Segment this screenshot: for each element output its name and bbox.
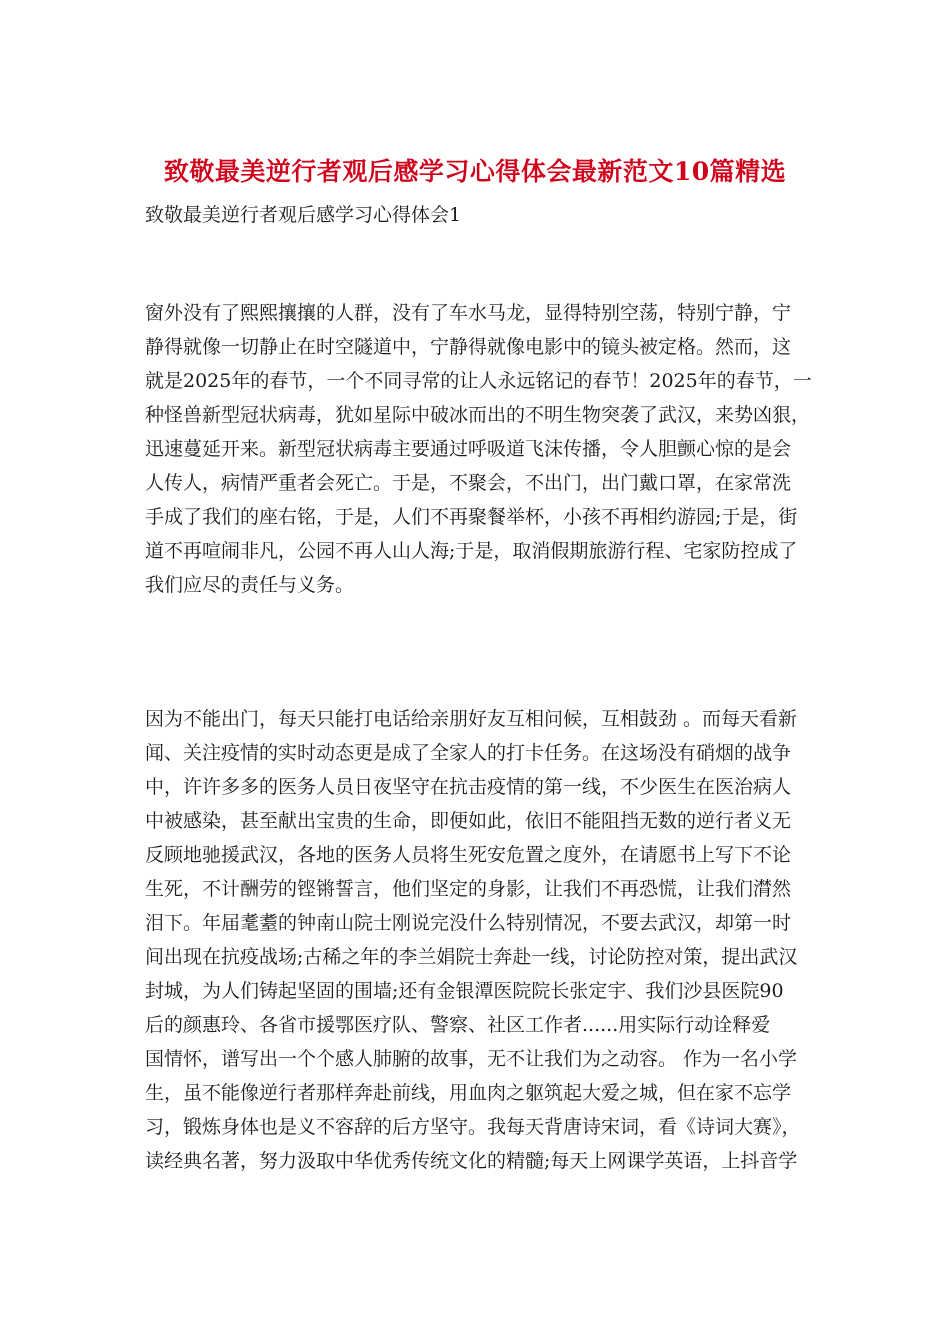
paragraph-2 bbox=[145, 702, 815, 1178]
paragraph-line: 生，虽不能像逆行者那样奔赴前线，用血肉之躯筑起大爱之城，但在家不忘学 bbox=[145, 1082, 792, 1104]
paragraph-line: 窗外没有了熙熙攘攘的人群，没有了车水马龙，显得特别空荡，特别宁静，宁 bbox=[145, 302, 792, 324]
paragraph-line: 因为不能出门，每天只能打电话给亲朋好友互相问候，互相鼓劲 。而每天看新 bbox=[145, 708, 798, 730]
paragraph-line: 间出现在抗疫战场;古稀之年的李兰娟院士奔赴一线，讨论防控对策，提出武汉 bbox=[145, 946, 798, 968]
paragraph-line: 习，锻炼身体也是义不容辞的后方坚守。我每天背唐诗宋词，看《诗词大赛》， bbox=[145, 1116, 801, 1138]
document-subtitle: 致敬最美逆行者观后感学习心得体会1 bbox=[145, 204, 462, 226]
paragraph-line: 国情怀，谱写出一个个感人肺腑的故事，无不让我们为之动容。 作为一名小学 bbox=[145, 1048, 798, 1070]
paragraph-line: 我们应尽的责任与义务。 bbox=[145, 574, 355, 596]
paragraph-line: 道不再喧闹非凡，公园不再人山人海;于是，取消假期旅游行程、宅家防控成了 bbox=[145, 540, 798, 562]
paragraph-line: 静得就像一切静止在时空隧道中，宁静得就像电影中的镜头被定格。然而，这 bbox=[145, 336, 792, 358]
paragraph-line: 后的颜惠玲、各省市援鄂医疗队、警察、社区工作者......用实际行动诠释爱 bbox=[145, 1014, 771, 1036]
paragraph-line: 泪下。年届耄耋的钟南山院士刚说完没什么特别情况，不要去武汉，却第一时 bbox=[145, 912, 792, 934]
paragraph-line: 读经典名著，努力汲取中华优秀传统文化的精髓;每天上网课学英语，上抖音学 bbox=[145, 1150, 798, 1172]
paragraph-line: 封城，为人们铸起坚固的围墙;还有金银潭医院院长张定宇、我们沙县医院90 bbox=[145, 980, 784, 1002]
paragraph-line: 反顾地驰援武汉，各地的医务人员将生死安危置之度外，在请愿书上写下不论 bbox=[145, 844, 792, 866]
paragraph-line: 生死，不计酬劳的铿锵誓言，他们坚定的身影，让我们不再恐慌，让我们潸然 bbox=[145, 878, 792, 900]
document-title: 致敬最美逆行者观后感学习心得体会最新范文10篇精选 bbox=[163, 157, 787, 186]
paragraph-line: 手成了我们的座右铭，于是，人们不再聚餐举杯，小孩不再相约游园;于是，街 bbox=[145, 506, 798, 528]
paragraph-line: 中被感染，甚至献出宝贵的生命，即便如此，依旧不能阻挡无数的逆行者义无 bbox=[145, 810, 792, 832]
paragraph-line: 种怪兽新型冠状病毒，犹如星际中破冰而出的不明生物突袭了武汉，来势凶狠， bbox=[145, 404, 811, 426]
paragraph-line: 人传人，病情严重者会死亡。于是，不聚会，不出门，出门戴口罩，在家常洗 bbox=[145, 472, 792, 494]
paragraph-line: 闻、关注疫情的实时动态更是成了全家人的打卡任务。在这场没有硝烟的战争 bbox=[145, 742, 792, 764]
paragraph-line: 中，许许多多的医务人员日夜坚守在抗击疫情的第一线，不少医生在医治病人 bbox=[145, 776, 792, 798]
paragraph-line: 迅速蔓延开来。新型冠状病毒主要通过呼吸道飞沫传播，令人胆颤心惊的是会 bbox=[145, 438, 792, 460]
paragraph-line: 就是2025年的春节，一个不同寻常的让人永远铭记的春节！2025年的春节，一 bbox=[145, 370, 812, 392]
paragraph-1 bbox=[145, 296, 815, 602]
